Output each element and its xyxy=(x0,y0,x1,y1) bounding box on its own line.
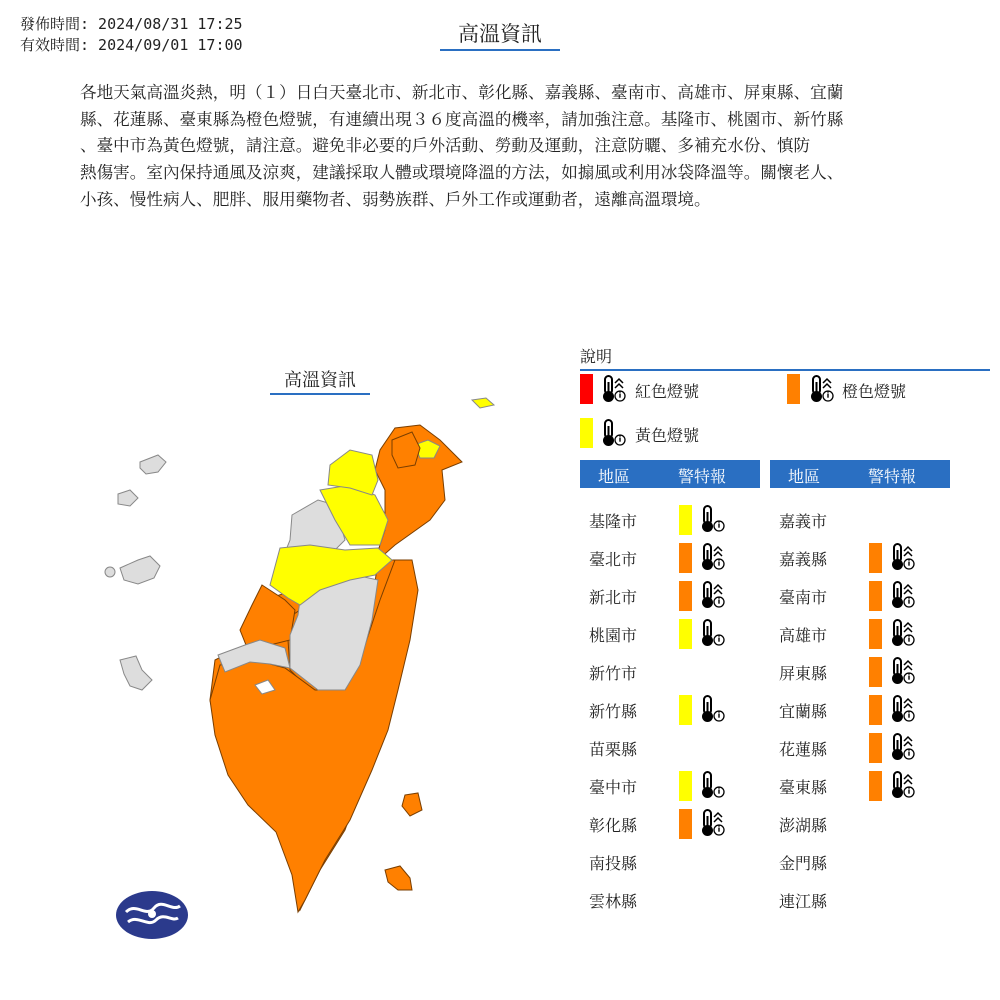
region-keelung-islet xyxy=(472,398,494,408)
region-name: 高雄市 xyxy=(779,626,828,645)
region-lienchiang-islet xyxy=(118,490,138,506)
region-orchid-island xyxy=(385,866,412,890)
region-penghu xyxy=(120,656,152,690)
region-lienchiang xyxy=(140,455,166,474)
thermometer-rising-icon xyxy=(887,656,917,686)
region-name: 花蓮縣 xyxy=(779,740,828,759)
header-warning: 警特報 xyxy=(678,467,727,486)
valid-time: 有效時間: 2024/09/01 17:00 xyxy=(20,36,243,54)
region-name: 新竹縣 xyxy=(589,702,638,721)
thermometer-rising-icon xyxy=(697,542,727,572)
legend-swatch-red xyxy=(580,374,593,404)
thermometer-rising-icon xyxy=(887,732,917,762)
warning-swatch-yellow xyxy=(679,619,692,649)
thermometer-rising-icon xyxy=(887,542,917,572)
region-name: 臺東縣 xyxy=(779,778,828,797)
header-region: 地區 xyxy=(788,467,821,486)
thermometer-icon xyxy=(697,618,727,648)
table-header-right xyxy=(770,460,950,488)
thermometer-rising-icon xyxy=(697,808,727,838)
thermometer-rising-icon xyxy=(887,580,917,610)
header-warning: 警特報 xyxy=(868,467,917,486)
map-title: 高溫資訊 xyxy=(270,366,370,395)
region-name: 宜蘭縣 xyxy=(779,702,828,721)
description-text: 各地天氣高溫炎熱，明（１）日白天臺北市、新北市、彰化縣、嘉義縣、臺南市、高雄市、屏東縣、宜蘭 縣、花蓮縣、臺東縣為橙色燈號，有連續出現３６度高溫的機率，請加強注意。基隆市、桃園市、新竹縣 、臺中市為黃色燈號，請注意。避免非必要的戶外活動、勞動及運動，注意防曬、多補充水份、慎防 熱傷害。室內保持通風及涼爽，建議採取人體或環境降溫的方法，如搧風或利用冰袋降溫等。關懷老人、 小孩、慢性病人、肥胖、服用藥物者、弱勢族群、戶外工作或運動者，遠離高溫環境。 xyxy=(80,83,844,209)
warning-swatch-yellow xyxy=(679,771,692,801)
legend-heading: 說明 xyxy=(580,344,990,371)
warning-swatch-orange xyxy=(869,619,882,649)
warning-swatch-orange xyxy=(869,581,882,611)
cwa-logo xyxy=(116,891,188,939)
region-name: 澎湖縣 xyxy=(779,816,828,835)
page-title: 高溫資訊 xyxy=(440,18,560,51)
region-name: 彰化縣 xyxy=(589,816,638,835)
region-name: 基隆市 xyxy=(589,512,638,531)
legend-label-red: 紅色燈號 xyxy=(635,382,700,401)
warning-swatch-yellow xyxy=(679,695,692,725)
issue-time: 發佈時間: 2024/08/31 17:25 xyxy=(20,15,243,33)
region-kinmen-islet xyxy=(105,567,115,577)
warning-swatch-orange xyxy=(869,771,882,801)
region-name: 臺南市 xyxy=(779,588,828,607)
legend-swatch-orange xyxy=(787,374,800,404)
region-name: 新竹市 xyxy=(589,664,638,683)
thermometer-rising-icon xyxy=(598,374,628,404)
region-name: 屏東縣 xyxy=(779,664,828,683)
legend-label-yellow: 黃色燈號 xyxy=(635,426,700,445)
legend-swatch-yellow xyxy=(580,418,593,448)
warning-swatch-orange xyxy=(869,543,882,573)
warning-swatch-orange xyxy=(679,543,692,573)
thermometer-rising-icon xyxy=(887,770,917,800)
region-name: 臺中市 xyxy=(589,778,638,797)
warning-swatch-orange xyxy=(869,733,882,763)
region-name: 雲林縣 xyxy=(589,892,638,911)
region-name: 新北市 xyxy=(589,588,638,607)
thermometer-icon xyxy=(598,418,628,448)
warning-swatch-orange xyxy=(869,657,882,687)
thermometer-rising-icon xyxy=(697,580,727,610)
region-name: 連江縣 xyxy=(779,892,828,911)
region-name: 苗栗縣 xyxy=(589,740,638,759)
region-green-island xyxy=(402,793,422,816)
thermometer-rising-icon xyxy=(887,694,917,724)
thermometer-icon xyxy=(697,770,727,800)
timestamps xyxy=(20,14,243,56)
region-name: 臺北市 xyxy=(589,550,638,569)
warning-swatch-orange xyxy=(679,581,692,611)
taiwan-map xyxy=(90,380,530,940)
region-name: 嘉義縣 xyxy=(779,550,828,569)
region-name: 桃園市 xyxy=(589,626,638,645)
legend-label-orange: 橙色燈號 xyxy=(842,382,907,401)
thermometer-icon xyxy=(697,694,727,724)
warning-swatch-yellow xyxy=(679,505,692,535)
region-name: 南投縣 xyxy=(589,854,638,873)
warning-swatch-orange xyxy=(869,695,882,725)
header-region: 地區 xyxy=(598,467,631,486)
thermometer-rising-icon xyxy=(887,618,917,648)
region-kinmen xyxy=(120,556,160,584)
warning-swatch-orange xyxy=(679,809,692,839)
thermometer-icon xyxy=(697,504,727,534)
thermometer-rising-icon xyxy=(806,374,836,404)
region-name: 嘉義市 xyxy=(779,512,828,531)
region-name: 金門縣 xyxy=(779,854,828,873)
table-header-left xyxy=(580,460,760,488)
